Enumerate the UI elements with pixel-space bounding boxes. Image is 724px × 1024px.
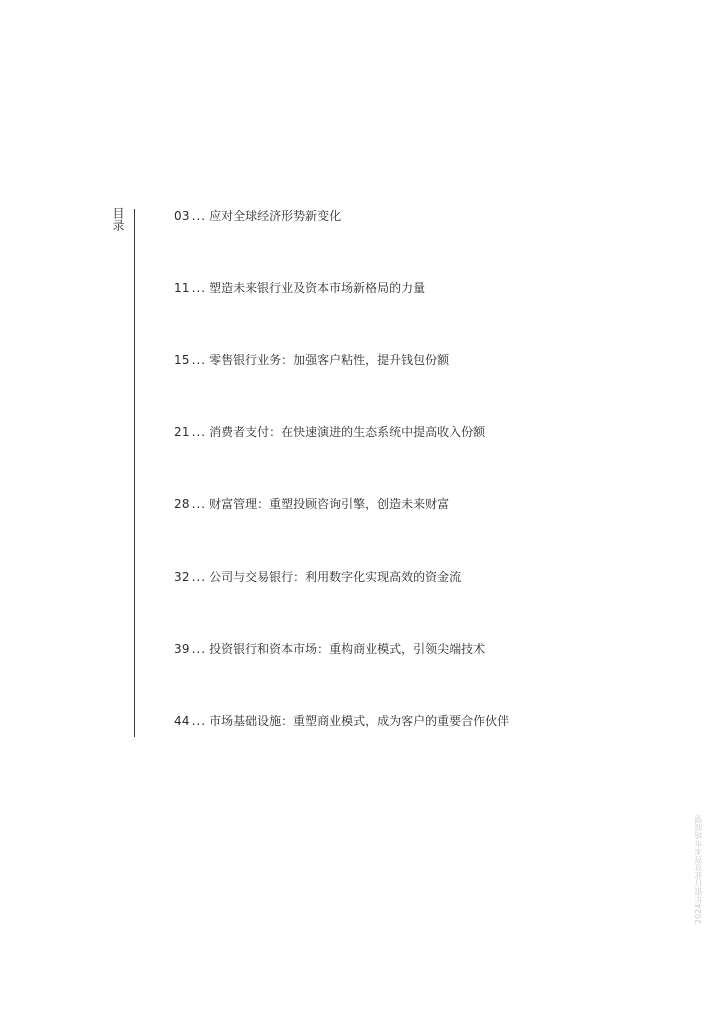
toc-leader: ... [191, 353, 207, 367]
toc-entry[interactable] [174, 352, 449, 368]
toc-title: 市场基础设施：重塑商业模式，成为客户的重要合作伙伴 [209, 714, 510, 728]
toc-page-number: 28 [174, 497, 190, 511]
toc-entry[interactable] [174, 208, 341, 224]
toc-heading: 目录 [111, 207, 125, 231]
side-running-title: 2024年银行业及资本市场展望 [694, 815, 703, 924]
toc-title: 应对全球经济形势新变化 [209, 209, 342, 223]
toc-title: 塑造未来银行业及资本市场新格局的力量 [209, 281, 426, 295]
toc-title: 公司与交易银行：利用数字化实现高效的资金流 [209, 570, 462, 584]
toc-entry[interactable] [174, 424, 485, 440]
toc-title: 消费者支付：在快速演进的生态系统中提高收入份额 [209, 425, 486, 439]
toc-title: 财富管理：重塑投顾咨询引擎，创造未来财富 [209, 497, 450, 511]
toc-title: 投资银行和资本市场：重构商业模式，引领尖端技术 [209, 642, 486, 656]
toc-leader: ... [191, 425, 207, 439]
toc-title: 零售银行业务：加强客户粘性，提升钱包份额 [209, 353, 450, 367]
toc-page-number: 44 [174, 714, 190, 728]
toc-entry[interactable] [174, 496, 449, 512]
toc-divider [134, 209, 135, 737]
toc-leader: ... [191, 497, 207, 511]
toc-page-number: 03 [174, 209, 190, 223]
toc-leader: ... [191, 714, 207, 728]
toc-leader: ... [191, 570, 207, 584]
toc-leader: ... [191, 642, 207, 656]
toc-entry[interactable] [174, 713, 509, 729]
toc-leader: ... [191, 281, 207, 295]
toc-page-number: 39 [174, 642, 190, 656]
toc-page-number: 11 [174, 281, 190, 295]
toc-page-number: 32 [174, 570, 190, 584]
toc-entry[interactable] [174, 569, 461, 585]
toc-entry[interactable] [174, 280, 425, 296]
toc-page-number: 15 [174, 353, 190, 367]
toc-leader: ... [191, 209, 207, 223]
toc-page-number: 21 [174, 425, 190, 439]
toc-entry[interactable] [174, 641, 485, 657]
